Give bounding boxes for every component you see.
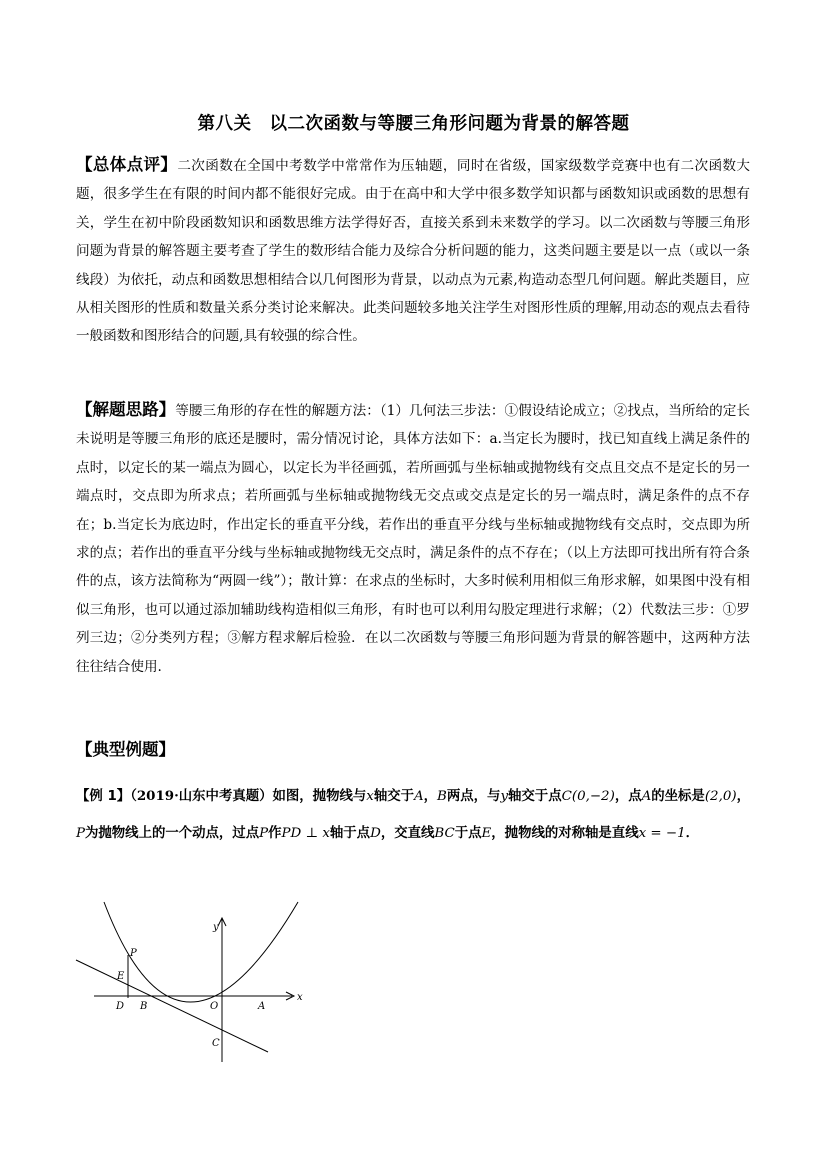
text-run: ，	[736, 788, 750, 804]
label-o: O	[210, 1001, 219, 1012]
math-PD-perp: PD ⊥ x	[281, 826, 330, 841]
text-run: ，交直线	[380, 825, 435, 841]
math-A-coord: (2,0)	[704, 789, 737, 804]
math-C-coord: C(0,−2)	[561, 789, 615, 804]
math-E: E	[481, 826, 492, 841]
text-run: 的坐标是	[651, 788, 705, 804]
text-run: 两点，与	[446, 788, 501, 804]
label-y: y	[213, 922, 219, 933]
text-run: 如图，抛物线与	[272, 788, 367, 804]
math-D: D	[370, 826, 381, 841]
math-x: x	[366, 789, 374, 804]
label-x: x	[297, 992, 303, 1003]
parabola-figure	[70, 900, 310, 1070]
examples-heading: 【典型例题】	[76, 740, 175, 759]
text-run: 作	[268, 825, 282, 841]
text-run: ．	[685, 825, 700, 841]
page-title: 第八关 以二次函数与等腰三角形问题为背景的解答题	[197, 114, 630, 134]
label-d: D	[116, 1001, 125, 1012]
math-y: y	[500, 789, 509, 804]
overview-paragraph	[76, 151, 750, 351]
text-run: ，	[423, 788, 438, 804]
example-1-statement	[76, 778, 756, 852]
math-P: P	[259, 826, 269, 841]
approach-paragraph	[76, 396, 750, 681]
text-run: 轴交于点	[508, 788, 562, 804]
math-BC: BC	[434, 826, 455, 841]
label-b: B	[140, 1001, 148, 1012]
math-A: A	[641, 789, 652, 804]
text-run: 轴于点	[329, 825, 371, 841]
text-run: 轴交于	[373, 788, 414, 804]
label-a: A	[258, 1001, 266, 1012]
overview-text: 二次函数在全国中考数学中常常作为压轴题，同时在省级，国家级数学竞赛中也有二次函数大题，很多学生在有限的时间内都不能很好完成。由于在高中和大学中很多数学知识都与函数知识或函数的思想有关，学生在初中阶段函数知识和函数思维方法学得好否，直接关系到未来数学的学习。以二次函数与等腰三角形问题为背景的解答题主要考查了学生的数形结合能力及综合分析问题的能力，这类问题主要是以一点（或以一条线段）为依托，动点和函数思想相结合以几何图形为背景，以动点为元素,构造动态型几何问题。解此类题目，应从相关图形的性质和数量关系分类讨论来解决。此类问题较多地关注学生对图形性质的理解,用动态的观点去看待一般函数和图形结合的问题,具有较强的综合性。	[76, 158, 751, 345]
approach-text: 等腰三角形的存在性的解题方法：（1）几何法三步法：①假设结论成立；②找点，当所给的定长未说明是等腰三角形的底还是腰时，需分情况讨论，具体方法如下：a.当定长为腰时，找已知直线上满足条件的点时，以定长的某一端点为圆心，以定长为半径画弧，若所画弧与坐标轴或抛物线有交点且交点不是定长的另一端点时，交点即为所求点；若所画弧与坐标轴或抛物线无交点或交点是定长的另一端点时，满足条件的点不存在；b.当定长为底边时，作出定长的垂直平分线，若作出的垂直平分线与坐标轴或抛物线有交点时，交点即为所求的点；若作出的垂直平分线与坐标轴或抛物线无交点时，满足条件的点不存在；（以上方法即可找出所有符合条件的点，该方法简称为“两圆一线”）；散计算：在求点的坐标时，大多时候利用相似三角形求解，如果图中没有相似三角形，也可以通过添加辅助线构造相似三角形，有时也可以利用勾股定理进行求解；（2）代数法三步：①罗列三边；②分类列方程；③解方程求解后检验．在以二次函数与等腰三角形问题为背景的解答题中，这两种方法往往结合使用.	[76, 403, 750, 675]
text-run: ，抛物线的对称轴是直线	[491, 825, 639, 841]
overview-heading: 【总体点评】	[76, 155, 178, 174]
math-B: B	[437, 789, 447, 804]
text-run: ，点	[614, 788, 642, 804]
example-source: （2019·山东中考真题）	[130, 788, 273, 804]
math-P: P	[76, 826, 86, 841]
example-tag: 【例 1】	[76, 789, 131, 804]
label-p: P	[130, 948, 137, 959]
text-run: 于点	[454, 825, 482, 841]
label-c: C	[212, 1038, 220, 1049]
math-A: A	[413, 789, 424, 804]
line-bc	[76, 960, 268, 1052]
math-axis-eq: x = −1	[638, 826, 686, 841]
label-e: E	[117, 971, 125, 982]
approach-heading: 【解题思路】	[76, 400, 176, 419]
text-run: 为抛物线上的一个动点，过点	[85, 825, 260, 841]
